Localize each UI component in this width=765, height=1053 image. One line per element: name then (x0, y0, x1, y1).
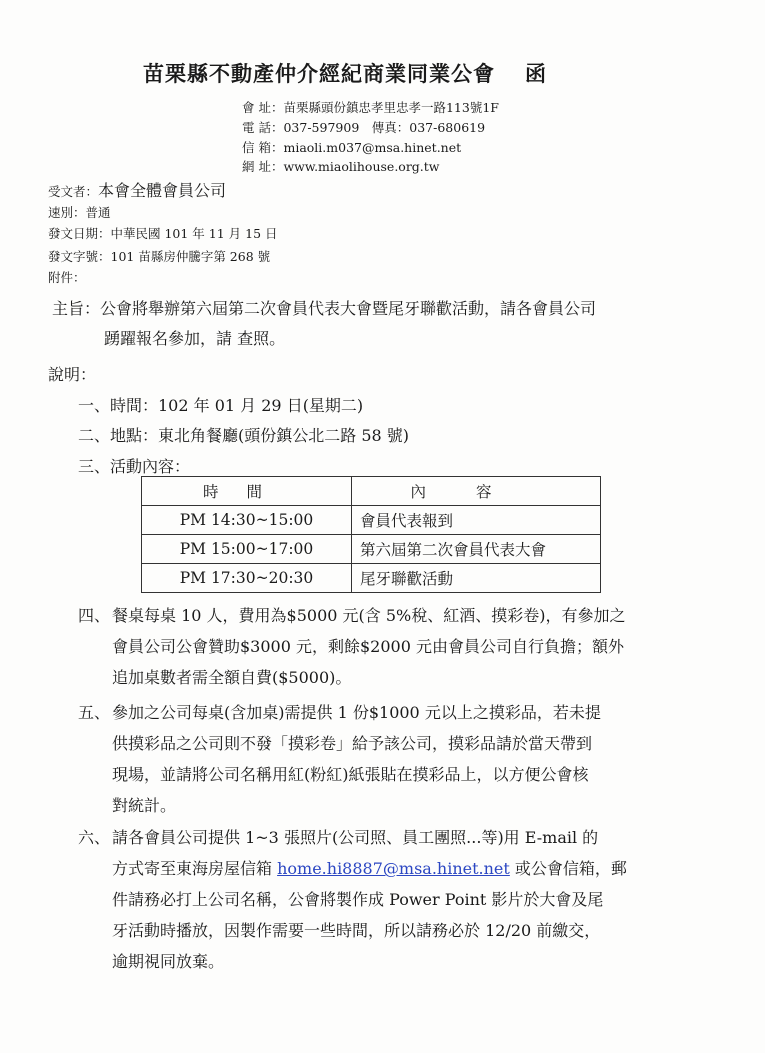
para-line: 現場，並請將公司名稱用紅(粉紅)紙張貼在摸彩品上，以方便公會核 (112, 765, 589, 784)
document-title (143, 58, 547, 88)
row-time: PM 17:30~20:30 (142, 564, 352, 593)
contact-email: 信 箱：miaoli.m037@msa.hinet.net (242, 140, 462, 155)
header-time: 時間 (142, 477, 352, 506)
table-header-row (142, 477, 601, 506)
contact-address: 會 址：苗栗縣頭份鎮忠孝里忠孝一路113號1F (242, 100, 499, 115)
para-line: 請各會員公司提供 1~3 張照片(公司照、員工團照...等)用 E-mail 的 (112, 828, 599, 847)
recipient-label: 受文者： (48, 184, 99, 199)
doc-type: 函 (525, 61, 547, 86)
explanation-label: 說明： (48, 365, 97, 384)
para-line: 逾期視同放棄。 (112, 952, 225, 971)
schedule-table (141, 476, 601, 593)
para-number: 五、 (78, 703, 111, 722)
contact-phone-fax: 電 話：037-597909 傳真：037-680619 (242, 120, 486, 135)
email-link[interactable]: home.hi8887@msa.hinet.net (277, 859, 510, 878)
recipient-line (48, 178, 226, 201)
para-text: 方式寄至東海房屋信箱 (112, 859, 278, 878)
para-line (78, 853, 688, 884)
row-content: 第六屆第二次會員代表大會 (352, 535, 601, 564)
para-text: 或公會信箱，郵 (509, 859, 627, 878)
date-field: 發文日期：中華民國 101 年 11 月 15 日 (48, 226, 278, 241)
item-place: 二、地點：東北角餐廳(頭份鎮公北二路 58 號) (78, 426, 410, 445)
para-number: 四、 (78, 606, 111, 625)
recipient: 本會全體會員公司 (98, 181, 227, 200)
para-line: 追加桌數者需全額自費($5000)。 (112, 668, 352, 687)
para-line: 參加之公司每桌(含加桌)需提供 1 份$1000 元以上之摸彩品，若未提 (112, 703, 601, 722)
item-content-label: 三、活動內容： (78, 457, 191, 476)
subject (52, 294, 596, 354)
speed-field: 速別：普通 (48, 205, 111, 220)
item-time: 一、時間：102 年 01 月 29 日(星期二) (78, 396, 364, 415)
row-content: 會員代表報到 (352, 506, 601, 535)
row-time: PM 15:00~17:00 (142, 535, 352, 564)
para-line: 牙活動時播放，因製作需要一些時間，所以請務必於 12/20 前繳交， (112, 921, 601, 940)
paragraph-4 (78, 600, 688, 693)
para-line: 對統計。 (112, 796, 177, 815)
header-content: 內容 (352, 477, 601, 506)
para-line: 件請務必打上公司名稱，公會將製作成 Power Point 影片於大會及尾 (112, 890, 604, 909)
subject-line-1: 主旨：公會將舉辦第六屆第二次會員代表大會暨尾牙聯歡活動，請各會員公司 (52, 299, 597, 318)
table-row (142, 564, 601, 593)
row-time: PM 14:30~15:00 (142, 506, 352, 535)
para-number: 六、 (78, 828, 111, 847)
row-content: 尾牙聯歡活動 (352, 564, 601, 593)
attachment-field: 附件： (48, 270, 86, 285)
table-row (142, 535, 601, 564)
contact-website: 網 址：www.miaolihouse.org.tw (242, 159, 440, 174)
para-line: 餐桌每桌 10 人，費用為$5000 元(含 5%稅、紅酒、摸彩卷)，有參加之 (112, 606, 626, 625)
org-name: 苗栗縣不動產仲介經紀商業同業公會 (143, 61, 495, 86)
para-line: 供摸彩品之公司則不發「摸彩卷」給予該公司，摸彩品請於當天帶到 (112, 734, 593, 753)
paragraph-5 (78, 697, 688, 821)
subject-line-2: 踴躍報名參加，請 查照。 (104, 329, 286, 348)
paragraph-6 (78, 822, 688, 977)
table-row (142, 506, 601, 535)
para-line: 會員公司公會贊助$3000 元，剩餘$2000 元由會員公司自行負擔；額外 (112, 637, 624, 656)
ref-no-field: 發文字號：101 苗縣房仲騰字第 268 號 (48, 249, 271, 264)
